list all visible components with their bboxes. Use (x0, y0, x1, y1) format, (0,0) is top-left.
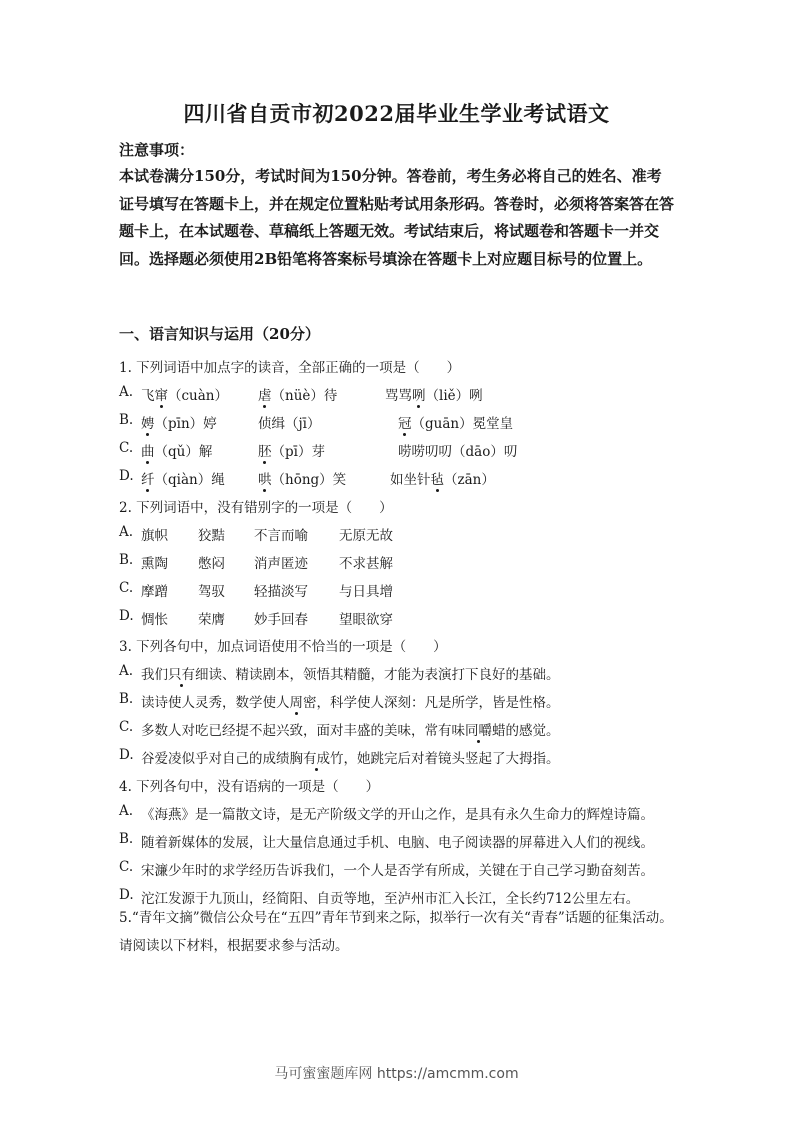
page-title: 四川省自贡市初2022届毕业生学业考试语文 (183, 101, 610, 126)
section-title: 一、语言知识与运用（20分） (119, 325, 320, 343)
q2-stem: 2. 下列词语中，没有错别字的一项是（ ） (119, 500, 393, 516)
notice-heading: 注意事项： (119, 141, 195, 159)
footer-watermark: 马可蜜蜜题库网 https://amcmm.com (274, 1066, 519, 1082)
notice-body: 本试卷满分150分，考试时间为150分钟。答卷前，考生务必将自己的姓名、准考证号填写在答题卡上，并在规定位置粘贴考试用条形码。答卷时，必须将答案答在答题卡上，在本试题卷、草稿纸上答题无效。考试结束后，将试题卷和答题卡一并交回。选择题必须使用2B铅笔将答案标号填涂在答题卡上对应题目标号的位置上。 (119, 167, 675, 268)
q1-stem: 1. 下列词语中加点字的读音，全部正确的一项是（ ） (119, 360, 461, 376)
q4-stem: 4. 下列各句中，没有语病的一项是（ ） (119, 779, 380, 795)
q5-text: 5.“青年文摘”微信公众号在“五四”青年节到来之际，拟举行一次有关“青春”话题的征集活动。请阅读以下材料，根据要求参与活动。 (119, 910, 673, 954)
q3-stem: 3. 下列各句中，加点词语使用不恰当的一项是（ ） (119, 639, 447, 655)
exam-page: 四川省自贡市初2022届毕业生学业考试语文 注意事项： 本试卷满分150分，考试时间为150分钟。答卷前，考生务必将自己的姓名、准考证号填写在答题卡上，并在规定位置粘贴考试用条形码。答卷时，必须将答案答在答题卡上，在本试题卷、草稿纸上答题无效。考试结束后，将试题卷和答题卡一并交回。选择题必须使用2B铅笔将答案标号填涂在答题卡上对应题目标号的位置上。 一、语言知识与运用（20分） 1. 下列词语中加点字的读音，全部正确的一项是（ ） A. 飞窜（cuàn） 虐（nüè）待 骂骂咧（liě）咧 B. 娉（pīn）婷 侦缉（jī） 冠（guān）冕堂皇 C. 曲（qǔ）解 胚（pī）芽 唠唠叨叨（dāo）叨 D. 纤（qiàn）绳 哄（hōng）笑 如坐针毡（zān） 2. 下列词语中，没有错别字的一项是（ ） A. 旗帜 狡黠 不言而喻 无原无故 B. 熏陶 憋闷 消声匿迹 不求甚解 C. 摩蹭 驾驭 轻描淡写 与日具增 D. 惆怅 荣膺 妙手回春 望眼欲穿 3. 下列各句中，加点词语使用不恰当的一项是（ ） A. 我们只有细读、精读剧本，领悟其精髓，才能为表演打下良好的基础。 B. 读诗使人灵秀，数学使人周密，科学使人深刻：凡是所学，皆是性格。 C. 多数人对吃已经提不起兴致，面对丰盛的美味，常有味同嚼蜡的感觉。 D. 谷爱凌似乎对自己的成绩胸有成竹，她跳完后对着镜头竖起了大拇指。 4. 下列各句中，没有语病的一项是（ ） A. 《海燕》是一篇散文诗，是无产阶级文学的开山之作，是具有永久生命力的辉煌诗篇。 B. 随着新媒体的发展，让大量信息通过手机、电脑、电子阅读器的屏幕进入人们的视线。 C. 宋濂少年时的求学经历告诉我们，一个人是否学有所成，关键在于自己学习勤奋刻苦。 D. 沱江发源于九顶山，经简阳、自贡等地，至泸州市汇入长江，全长约712公里左右。 5.“青年文摘”微信公众号在“五四”青年节到来之际，拟举行一次有关“青春”话题的征集活动。请阅读以下材料，根据要求参与活动。 马可蜜蜜题库网 https://amcmm.com (0, 0, 793, 1122)
